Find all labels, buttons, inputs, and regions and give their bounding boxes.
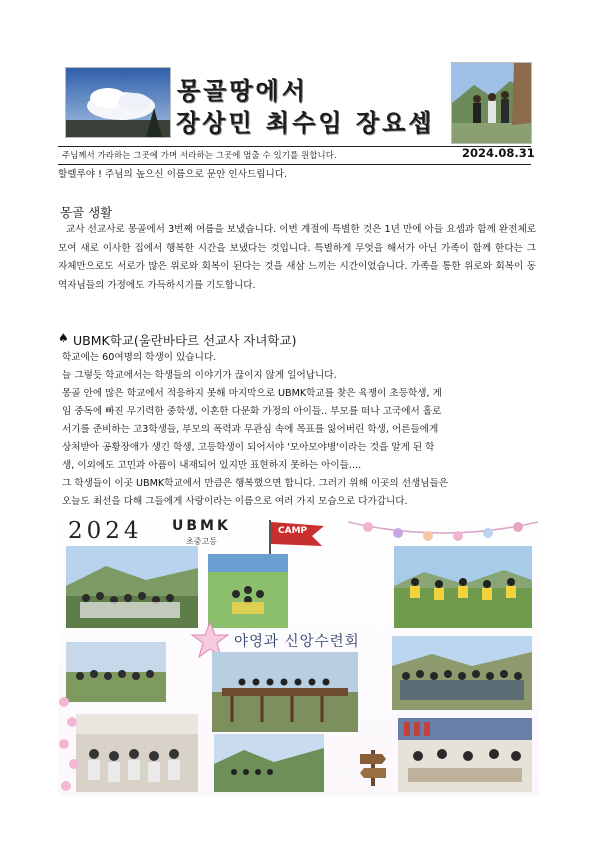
ubmk-line-7: 생, 이외에도 고민과 아픔이 내재되어 있지만 표현하지 못하는 아이들.... bbox=[62, 460, 362, 471]
section-heading-ubmk: UBMK학교(울란바타르 선교사 자녀학교) bbox=[73, 333, 297, 348]
collage-photo-group-hill bbox=[66, 546, 198, 628]
camp-flag bbox=[266, 518, 326, 558]
collage-photo-indoor-worship bbox=[76, 714, 198, 792]
signpost-icon bbox=[358, 744, 388, 786]
collage-event-label: 야영과 신앙수련회 bbox=[234, 634, 360, 650]
collage-photo-bridge bbox=[212, 652, 358, 732]
collage-school-subtitle: 초중고등 bbox=[186, 537, 217, 546]
title-line-2: 장상민 최수임 장요셉 bbox=[176, 109, 435, 137]
spade-bullet-icon: ♠ bbox=[58, 331, 69, 345]
ubmk-line-8: 그 학생들이 이곳 UBMK학교에서 만큼은 행복했으면 합니다. 그러기 위해 이곳의 선생님들은 bbox=[62, 478, 449, 489]
newsletter-date: 2024.08.31 bbox=[462, 146, 535, 160]
collage-year: 2024 bbox=[68, 518, 143, 544]
collage-photo-library bbox=[398, 718, 532, 792]
title-line-1: 몽골땅에서 bbox=[177, 77, 308, 105]
cherry-blossom-decoration bbox=[58, 692, 82, 796]
ubmk-line-5: 서기를 준비하는 고3학생들, 부모의 폭력과 무관심 속에 목표를 잃어버린 학생, 어른들에게 bbox=[62, 424, 439, 435]
ubmk-line-1: 학교에는 60여명의 학생이 있습니다. bbox=[62, 352, 217, 363]
ubmk-line-2: 늘 그렇듯 학교에서는 학생들의 이야기가 끊이지 않게 일어납니다. bbox=[62, 370, 337, 381]
header-sky-photo bbox=[65, 67, 171, 138]
camp-flag-label: CAMP bbox=[278, 526, 308, 536]
collage-school-name: UBMK bbox=[172, 518, 231, 534]
section-body-mongolia-life: 교사 선교사로 몽골에서 3번째 여름을 보냈습니다. 이번 계절에 특별한 것은 1년 만에 아들 요셉과 함께 완전체로 모여 새로 이사한 집에서 행복한 시간을 보냈다는 것입니다. 특별하게 무엇을 해서가 아닌 가족이 함께 한다는 그 자체만으로도 서로가 많은 위로와 회복이 된다는 것을 새삼 느끼는 시간이었습니다. 가족을 통한 위로와 회복이 동역자님들의 가정에도 가득하시기를 기도합니다. bbox=[58, 224, 536, 291]
collage-photo-landscape bbox=[214, 734, 324, 792]
flower-garland bbox=[348, 514, 538, 544]
greeting: 할렐루야 ! 주님의 높으신 이름으로 문안 인사드립니다. bbox=[58, 169, 288, 180]
ubmk-line-3: 몽골 안에 많은 학교에서 적응하지 못해 마지막으로 UBMK학교를 찾은 육쟁이 초등학생, 게 bbox=[62, 388, 442, 399]
camp-photo-collage bbox=[58, 512, 539, 796]
collage-photo-big-group bbox=[392, 636, 532, 710]
section-heading-mongolia-life: 몽골 생활 bbox=[60, 205, 113, 220]
header-family-photo bbox=[451, 62, 532, 144]
collage-photo-game-field bbox=[208, 554, 288, 628]
ubmk-line-4: 임 중독에 빠진 무기력한 중학생, 이혼한 다문화 가정의 아이들.. 부모를 떠나 고국에서 홀로 bbox=[62, 406, 442, 417]
ubmk-line-6: 상처받아 공황장애가 생긴 학생, 고등학생이 되어서야 '모아모야병'이라는 것을 알게 된 학 bbox=[62, 442, 435, 453]
ubmk-line-9: 오늘도 최선을 다해 그들에게 사랑이라는 이름으로 여러 가지 모습으로 다가갑니다. bbox=[62, 496, 408, 507]
motto-text: 주님께서 가라하는 그곳에 가며 서라하는 그곳에 멈출 수 있기를 원합니다. bbox=[62, 150, 337, 160]
collage-photo-leaning-game bbox=[394, 546, 532, 628]
